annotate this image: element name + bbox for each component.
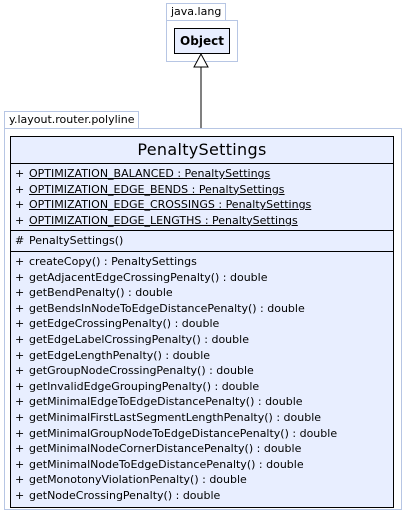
method-row[interactable] (11, 457, 393, 473)
method-row-text: getEdgeLengthPenalty() : double (29, 348, 211, 362)
method-row[interactable] (11, 348, 393, 364)
class-title: PenaltySettings (11, 137, 393, 164)
method-row-text: getInvalidEdgeGroupingPenalty() : double (29, 379, 260, 393)
field-row-text: OPTIMIZATION_EDGE_LENGTHS : PenaltySettings (29, 213, 298, 227)
method-row[interactable] (11, 316, 393, 332)
method-row[interactable] (11, 332, 393, 348)
visibility-marker: + (15, 182, 25, 196)
visibility-marker: + (15, 198, 25, 212)
constructor-row[interactable] (11, 233, 393, 249)
visibility-marker: + (15, 379, 25, 393)
field-row[interactable] (11, 182, 393, 198)
class-penalty-settings[interactable] (10, 136, 394, 508)
method-row[interactable] (11, 488, 393, 504)
visibility-marker: + (15, 395, 25, 409)
method-row-text: getMinimalNodeToEdgeDistancePenalty() : double (29, 457, 304, 471)
method-row[interactable] (11, 363, 393, 379)
method-row-text: getMinimalEdgeToEdgeDistancePenalty() : double (29, 395, 303, 409)
field-row-text: OPTIMIZATION_BALANCED : PenaltySettings (29, 167, 271, 180)
visibility-marker: + (15, 473, 25, 487)
method-row[interactable] (11, 379, 393, 395)
field-row[interactable] (11, 197, 393, 213)
constructor-row-text: PenaltySettings() (29, 234, 124, 248)
visibility-marker: + (15, 488, 25, 502)
visibility-marker: # (15, 234, 25, 248)
visibility-marker: + (15, 301, 25, 315)
method-row[interactable] (11, 394, 393, 410)
visibility-marker: + (15, 426, 25, 440)
methods-section (11, 252, 393, 506)
visibility-marker: + (15, 410, 25, 424)
method-row[interactable] (11, 254, 393, 270)
method-row-text: getGroupNodeCrossingPenalty() : double (29, 364, 254, 378)
visibility-marker: + (15, 442, 25, 456)
package-java-lang-tab: java.lang (166, 3, 226, 21)
visibility-marker: + (15, 364, 25, 378)
visibility-marker: + (15, 348, 25, 362)
method-row-text: getMinimalGroupNodeToEdgeDistancePenalty() : double (29, 426, 338, 440)
method-row[interactable] (11, 426, 393, 442)
method-row[interactable] (11, 441, 393, 457)
method-row-text: getMonotonyViolationPenalty() : double (29, 473, 247, 487)
method-row-text: createCopy() : PenaltySettings (29, 254, 197, 268)
visibility-marker: + (15, 213, 25, 227)
field-row[interactable] (11, 166, 393, 182)
visibility-marker: + (15, 254, 25, 268)
method-row[interactable] (11, 301, 393, 317)
visibility-marker: + (15, 167, 25, 180)
method-row[interactable] (11, 410, 393, 426)
visibility-marker: + (15, 317, 25, 331)
visibility-marker: + (15, 270, 25, 284)
method-row[interactable] (11, 472, 393, 488)
method-row-text: getEdgeCrossingPenalty() : double (29, 317, 220, 331)
visibility-marker: + (15, 332, 25, 346)
visibility-marker: + (15, 286, 25, 300)
constructors-section (11, 231, 393, 252)
field-row-text: OPTIMIZATION_EDGE_CROSSINGS : PenaltySettings (29, 198, 312, 212)
method-row-text: getMinimalNodeCornerDistancePenalty() : double (29, 442, 302, 456)
visibility-marker: + (15, 457, 25, 471)
field-row[interactable] (11, 213, 393, 229)
method-row[interactable] (11, 270, 393, 286)
method-row[interactable] (11, 285, 393, 301)
inheritance-arrowhead (194, 54, 208, 67)
method-row-text: getNodeCrossingPenalty() : double (29, 488, 221, 502)
package-polyline-tab: y.layout.router.polyline (4, 111, 139, 129)
method-row-text: getBendsInNodeToEdgeDistancePenalty() : double (29, 301, 305, 315)
method-row-text: getEdgeLabelCrossingPenalty() : double (29, 332, 249, 346)
method-row-text: getAdjacentEdgeCrossingPenalty() : double (29, 270, 268, 284)
class-object[interactable]: Object (174, 28, 230, 54)
field-row-text: OPTIMIZATION_EDGE_BENDS : PenaltySettings (29, 182, 285, 196)
method-row-text: getMinimalFirstLastSegmentLengthPenalty() : double (29, 410, 322, 424)
fields-section (11, 164, 393, 231)
method-row-text: getBendPenalty() : double (29, 286, 173, 300)
